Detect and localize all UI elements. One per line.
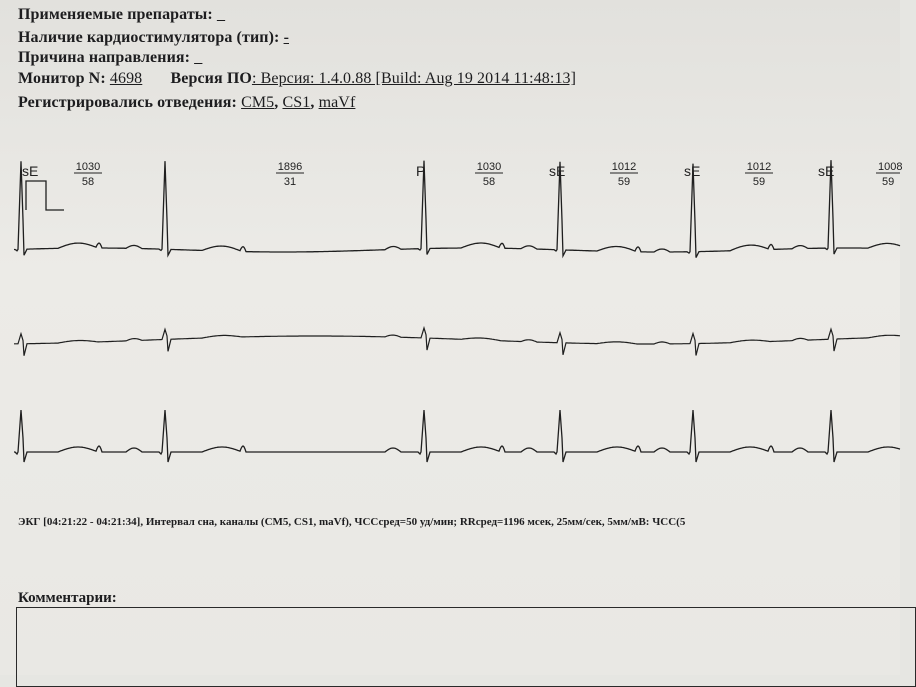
reason-line <box>18 49 202 67</box>
beat-label: sE <box>22 163 39 179</box>
pacemaker-value: - <box>283 29 289 46</box>
annotation-1 <box>22 161 102 188</box>
rr-value: 1012 <box>611 161 637 173</box>
leads-label: Регистрировались отведения: <box>18 94 237 111</box>
hr-value: 59 <box>617 176 631 188</box>
software-label: Версия ПО <box>170 70 252 87</box>
reason-value: _ <box>194 49 203 66</box>
hr-value: 59 <box>752 176 766 188</box>
beat-label: sE <box>684 163 701 179</box>
ecg-trace-cm5 <box>14 160 903 258</box>
monitor-value: 4698 <box>109 70 143 87</box>
ecg-strip <box>0 150 903 500</box>
monitor-line <box>18 70 576 88</box>
hr-value: 58 <box>81 176 95 188</box>
comments-title: Комментарии: <box>18 590 117 606</box>
hr-value: 31 <box>283 176 297 188</box>
beat-label: sE <box>818 163 835 179</box>
annotation-2 <box>276 161 304 188</box>
hr-value: 58 <box>482 176 496 188</box>
software-value: : Версия: 1.4.0.88 [Build: Aug 19 2014 11:48:13] <box>251 70 577 87</box>
rr-value: 1896 <box>277 161 303 173</box>
rr-value: 1012 <box>746 161 772 173</box>
annotation-3 <box>416 161 503 188</box>
comments-box[interactable] <box>16 607 916 687</box>
annotation-4 <box>549 161 638 188</box>
rr-value: 1030 <box>75 161 101 173</box>
rr-value: 1030 <box>476 161 502 173</box>
calibration-pulse <box>26 181 64 210</box>
drugs-label: Применяемые препараты: <box>18 6 213 23</box>
drugs-value: _ <box>216 6 226 23</box>
lead-cs1: CS1 <box>282 94 311 111</box>
beat-label: sE <box>549 163 566 179</box>
lead-cm5: CM5 <box>241 94 275 111</box>
ecg-trace-cs1 <box>14 328 900 356</box>
drugs-line <box>18 6 225 24</box>
rr-value: 1008 <box>878 161 903 173</box>
leads-line: Регистрировались отведения: CM5, CS1, maVf <box>18 94 356 111</box>
beat-label: P <box>416 163 426 179</box>
pacemaker-line <box>18 29 289 47</box>
lead-mavf: maVf <box>318 94 356 111</box>
annotation-5 <box>684 161 773 188</box>
ecg-trace-mavf <box>14 410 900 462</box>
beat-annotations <box>22 161 902 188</box>
monitor-label: Монитор N: <box>18 70 106 87</box>
pacemaker-label: Наличие кардиостимулятора (тип): <box>18 29 280 46</box>
reason-label: Причина направления: <box>18 49 191 66</box>
ecg-caption: ЭКГ [04:21:22 - 04:21:34], Интервал сна, каналы (CM5, CS1, maVf), ЧССсред=50 уд/мин; RRсред=1196 мсек, 25мм/сек, 5мм/мВ: ЧСС(5 <box>18 516 686 528</box>
hr-value: 59 <box>882 176 895 188</box>
